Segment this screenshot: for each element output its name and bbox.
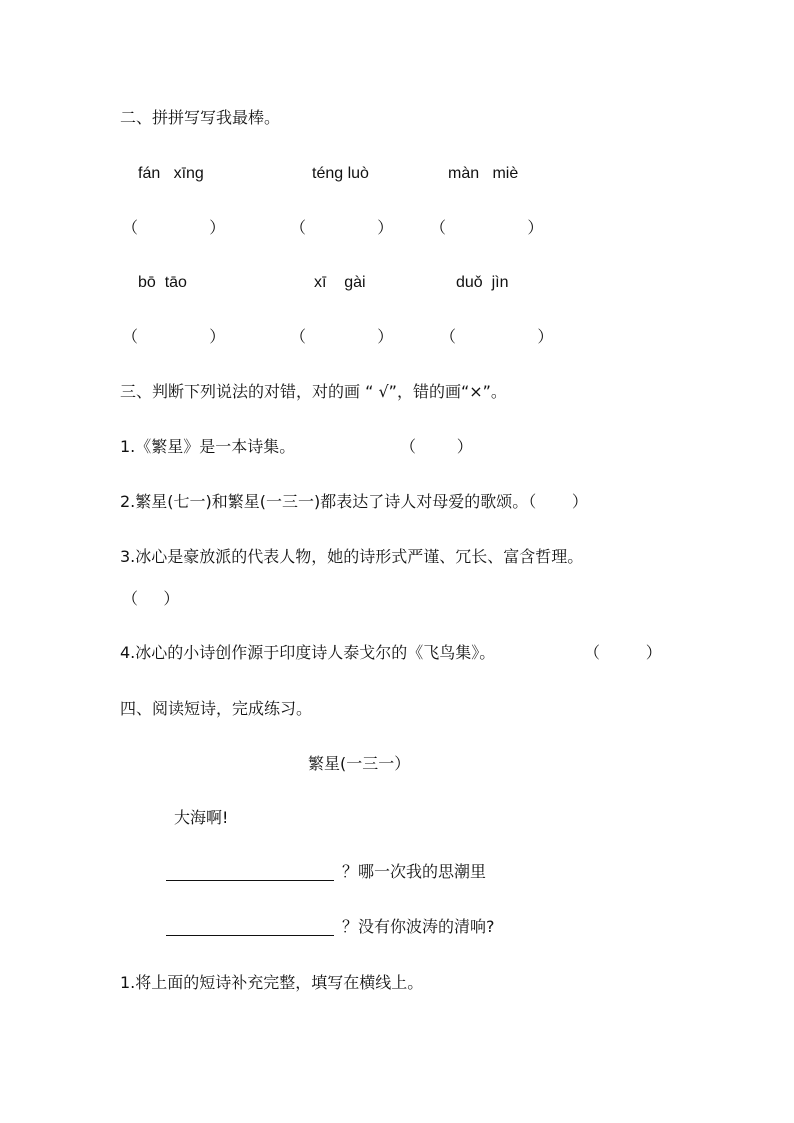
judge-item-3: 3.冰心是豪放派的代表人物，她的诗形式严谨、冗长、富含哲理。: [120, 547, 584, 566]
judge-blank-1[interactable]: （ ）: [400, 437, 473, 456]
pinyin-botao: bō tāo: [138, 274, 187, 291]
section3-heading: 三、判断下列说法的对错，对的画 “ √”，错的画“×”。: [120, 382, 507, 401]
answer-blank-4[interactable]: （ ）: [122, 327, 226, 346]
judge-blank-3[interactable]: （ ）: [122, 589, 180, 608]
answer-blank-5[interactable]: （ ）: [290, 327, 394, 346]
pinyin-manmie: màn miè: [448, 165, 519, 182]
poem-line-1: 大海啊!: [174, 808, 229, 827]
answer-blank-3[interactable]: （ ）: [430, 218, 544, 237]
judge-blank-4[interactable]: （ ）: [584, 643, 662, 662]
judge-item-1: 1.《繁星》是一本诗集。: [120, 437, 296, 456]
answer-blank-6[interactable]: （ ）: [440, 327, 554, 346]
pinyin-tengluo: téng luò: [312, 165, 369, 182]
fill-in-line-1[interactable]: [166, 880, 334, 881]
section4-heading: 四、阅读短诗，完成练习。: [120, 699, 313, 718]
poem-title: 繁星(一三一）: [308, 754, 411, 773]
answer-blank-2[interactable]: （ ）: [290, 218, 394, 237]
answer-blank-1[interactable]: （ ）: [122, 218, 226, 237]
judge-item-4: 4.冰心的小诗创作源于印度诗人泰戈尔的《飞鸟集》。: [120, 643, 496, 662]
pinyin-xigai: xī gài: [314, 274, 366, 291]
judge-item-2: 2.繁星(七一)和繁星(一三一)都表达了诗人对母爱的歌颂。（ ）: [120, 492, 588, 511]
pinyin-duojin: duǒ jìn: [456, 274, 509, 291]
fill-in-line-2[interactable]: [166, 935, 334, 936]
section2-heading: 二、拼拼写写我最棒。: [120, 108, 281, 127]
pinyin-fanxing: fán xīng: [138, 165, 204, 182]
question-1: 1.将上面的短诗补充完整，填写在横线上。: [120, 973, 424, 992]
poem-line-3: ？没有你波涛的清响?: [342, 917, 495, 936]
poem-line-2: ？哪一次我的思潮里: [342, 862, 487, 881]
